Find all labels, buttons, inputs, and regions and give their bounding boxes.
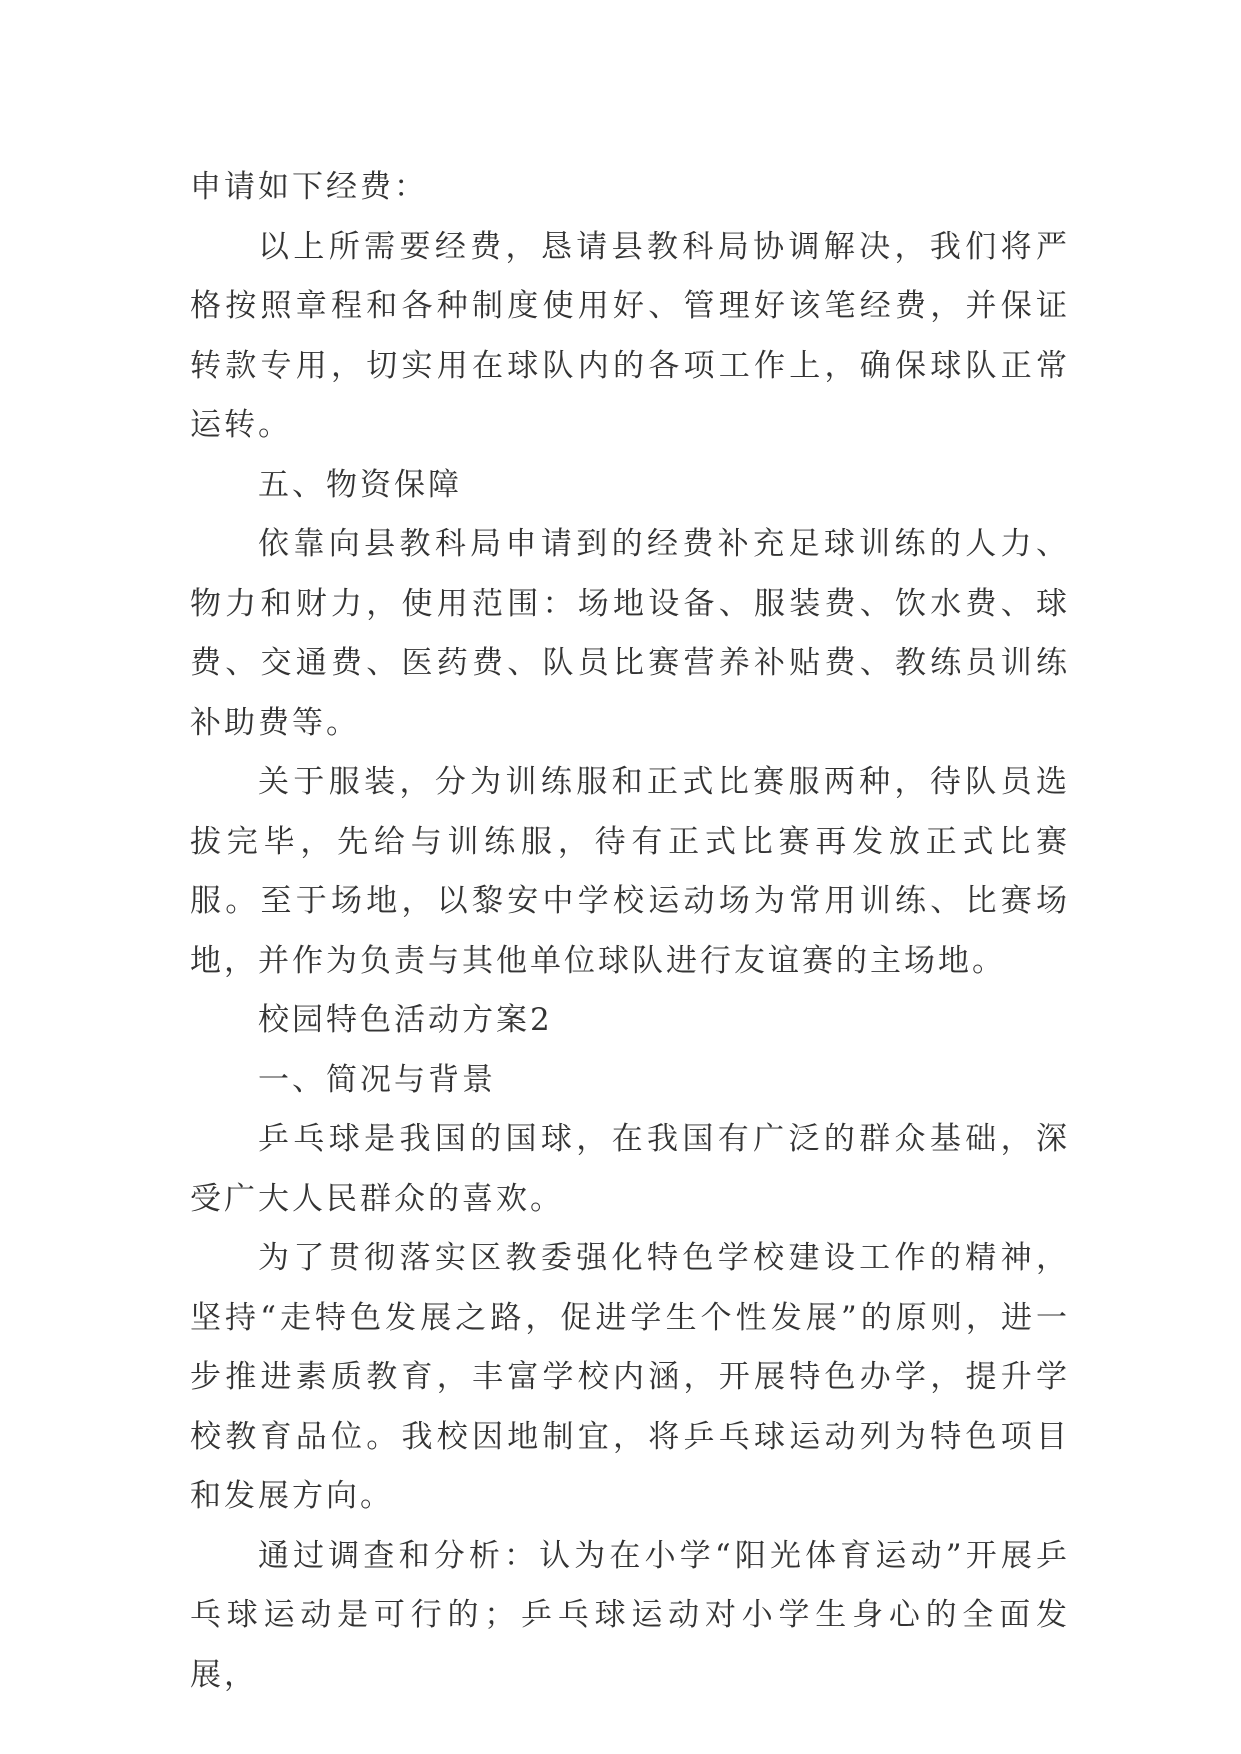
document-title: 校园特色活动方案2: [258, 1002, 553, 1038]
paragraph: 申请如下经费：: [190, 169, 428, 205]
section-heading: 五、物资保障: [258, 466, 462, 503]
document-body: [190, 158, 1070, 1705]
paragraph: 通过调查和分析：认为在小学“阳光体育运动”开展乒乓球运动是可行的；乒乓球运动对小学生身心的全面发展，: [190, 1537, 1070, 1693]
paragraph: 乒乓球是我国的国球，在我国有广泛的群众基础，深受广大人民群众的喜欢。: [190, 1121, 1070, 1217]
paragraph: 依靠向县教科局申请到的经费补充足球训练的人力、物力和财力，使用范围：场地设备、服装费、饮水费、球费、交通费、医药费、队员比赛营养补贴费、教练员训练补助费等。: [190, 526, 1070, 741]
paragraph: 以上所需要经费，恳请县教科局协调解决，我们将严格按照章程和各种制度使用好、管理好该笔经费，并保证转款专用，切实用在球队内的各项工作上，确保球队正常运转。: [190, 228, 1070, 443]
paragraph: 为了贯彻落实区教委强化特色学校建设工作的精神，坚持“走特色发展之路，促进学生个性发展”的原则，进一步推进素质教育，丰富学校内涵，开展特色办学，提升学校教育品位。我校因地制宜，将乒乓球运动列为特色项目和发展方向。: [190, 1240, 1070, 1514]
paragraph: 关于服装，分为训练服和正式比赛服两种，待队员选拔完毕，先给与训练服，待有正式比赛再发放正式比赛服。至于场地，以黎安中学校运动场为常用训练、比赛场地，并作为负责与其他单位球队进行友谊赛的主场地。: [190, 764, 1070, 979]
section-heading: 一、简况与背景: [258, 1061, 496, 1098]
